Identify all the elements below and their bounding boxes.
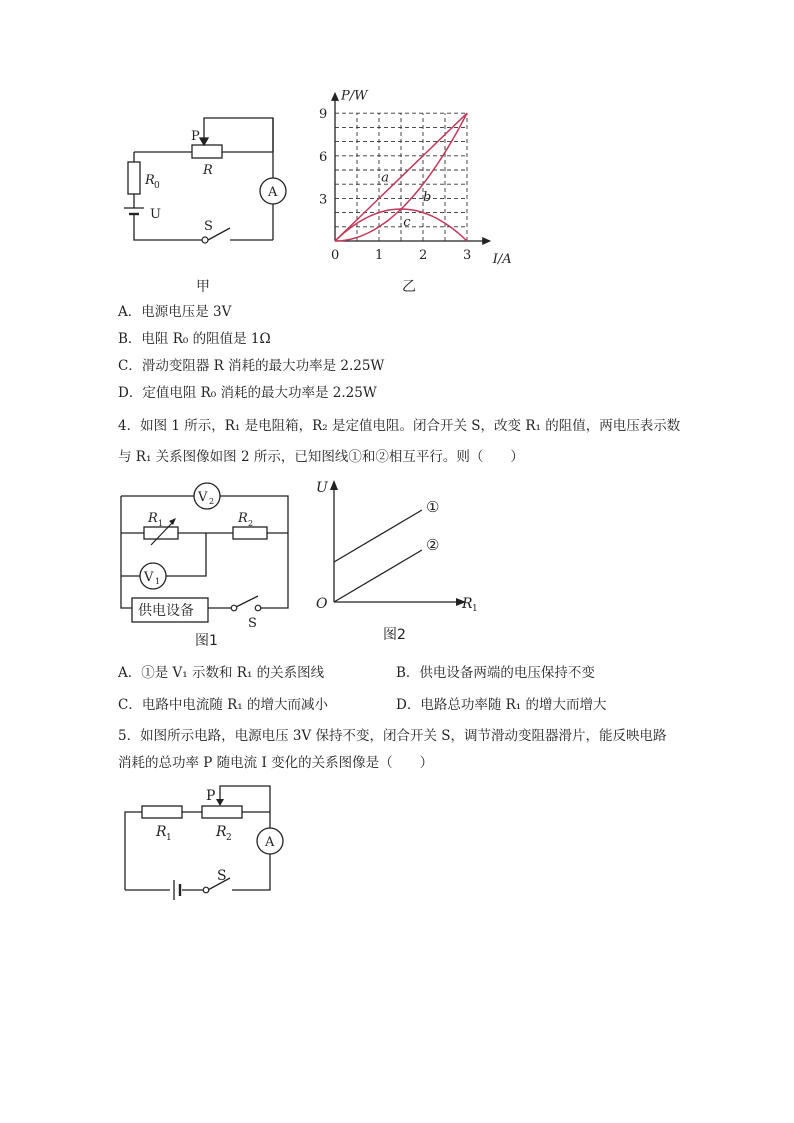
q3-option-d: D．定值电阻 R₀ 消耗的最大功率是 2.25W [118,385,377,401]
curve-b-label: b [423,190,432,206]
v1-label: V [144,570,154,585]
switch-s-label: S [248,616,257,631]
resistor-r0 [128,162,140,194]
y-axis-arrow [331,92,339,101]
q5-r1-label: R [156,824,167,840]
r1-subscript: 1 [158,519,164,528]
caption-fig2: 图2 [383,627,406,643]
y-tick-label: 3 [319,192,328,208]
q3-option-b: B．电阻 R₀ 的阻值是 1Ω [118,331,271,347]
switch-label: S [204,219,213,234]
rheostat-r [192,145,222,158]
q4-option-b: B．供电设备两端的电压保持不变 [396,665,595,681]
q4-stem-line2: 与 R₁ 关系图像如图 2 所示，已知图线①和②相互平行。则（ ） [118,449,524,465]
x-tick-label: 0 [331,248,340,263]
r1-label: R [148,511,158,526]
graph-line-1 [334,510,422,562]
fig2-line1-label: ① [426,498,440,516]
circuit-jia [120,110,290,250]
caption-fig1: 图1 [195,633,218,649]
graph-yi [310,88,512,271]
q4-circuit-fig1 [118,480,298,630]
fig2-y-label: U [316,480,328,496]
q5-stem-line2: 消耗的总功率 P 随电流 I 变化的关系图像是（ ） [118,755,434,771]
r2-label: R [238,511,248,526]
r2-subscript: 2 [248,519,254,528]
v2-label: V [198,490,208,505]
curve-a-label: a [381,170,389,186]
q5-rheostat-r2 [202,806,242,818]
q4-option-c: C．电路中电流随 R₁ 的增大而减小 [118,697,328,713]
y-tick-label: 9 [319,107,328,123]
graph-line-2 [334,550,422,602]
v2-subscript: 2 [209,497,215,506]
fig2-x-label: R [462,596,473,612]
slider-label: P [191,129,200,144]
x-tick-label: 1 [375,248,384,263]
q5-switch-label: S [217,868,227,884]
source-label: U [150,207,161,222]
q4-option-a: A．①是 V₁ 示数和 R₁ 的关系图线 [118,665,325,681]
r0-subscript: 0 [154,181,160,191]
supply-label: 供电设备 [138,603,194,619]
q5-stem-line1: 5．如图所示电路，电源电压 3V 保持不变，闭合开关 S，调节滑动变阻器滑片，能反映电路 [118,728,667,744]
x-tick-label: 2 [419,248,428,263]
q5-r2-subscript: 2 [226,833,232,843]
q4-stem-line1: 4．如图 1 所示，R₁ 是电阻箱，R₂ 是定值电阻。闭合开关 S，改变 R₁ 的阻值，两电压表示数 [118,418,681,434]
curve-c-label: c [403,215,411,231]
x-axis-label: I/A [492,252,512,267]
fig2-x-subscript: 1 [472,604,478,614]
q3-option-c: C．滑动变阻器 R 消耗的最大功率是 2.25W [118,358,385,374]
q5-circuit [120,780,280,900]
slider-arrow [200,138,208,145]
fig2-line2-label: ② [426,536,440,554]
rheostat-label: R [203,163,213,178]
caption-yi: 乙 [402,279,416,295]
q5-slider-label: P [206,788,216,804]
resistor-box-r1 [144,527,178,539]
x-tick-label: 3 [463,248,472,263]
y-axis-label: P/W [341,88,368,104]
q5-r1-subscript: 1 [166,833,172,843]
ammeter-label: A [268,185,278,200]
fig2-origin: O [316,596,328,612]
q5-r2-label: R [216,824,227,840]
r0-label: R [145,173,155,188]
q4-graph-fig2 [310,474,490,619]
q5-resistor-r1 [142,806,182,818]
q5-ammeter-label: A [265,835,275,850]
x-axis-arrow [482,237,491,245]
y-tick-label: 6 [319,149,328,165]
q3-option-a: A．电源电压是 3V [118,304,232,320]
resistor-r2 [233,527,267,539]
q4-option-d: D．电路总功率随 R₁ 的增大而增大 [396,697,607,713]
v1-subscript: 1 [155,577,161,586]
caption-jia: 甲 [196,279,210,295]
